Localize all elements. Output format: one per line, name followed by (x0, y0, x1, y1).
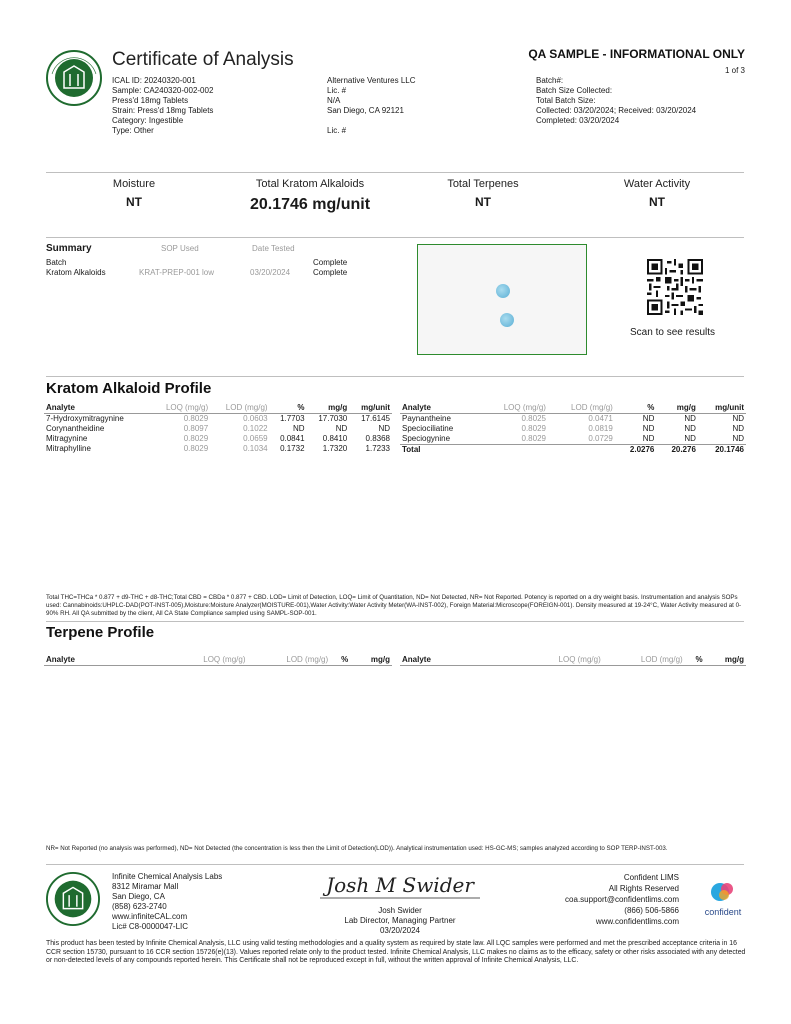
client-info (327, 76, 416, 136)
lab-address-line: San Diego, CA (112, 892, 165, 901)
table-row (400, 414, 746, 425)
col-percent: % (270, 403, 307, 414)
client-info-line: Lic. # (327, 126, 347, 135)
client-info-line: San Diego, CA 92121 (327, 106, 404, 115)
sample-info-line: Strain: Press'd 18mg Tablets (112, 106, 214, 115)
divider (46, 621, 744, 622)
col-loq: LOQ (mg/g) (150, 403, 210, 414)
metric-total-terpenes (438, 178, 528, 210)
client-info-line: Alternative Ventures LLC (327, 76, 416, 85)
signature (316, 870, 484, 900)
percent-cell: 0.0841 (280, 434, 305, 443)
kratom-notes: Total THC=THCa * 0.877 + d9-THC + d8-THC;Total CBD = CBDa * 0.877 + CBD. LOD= Limit of Detection, LOQ= Limit of Quantitation, ND= Not Detected, NR= Not Reported. Potency is reported on a dry weight basis. Instrumentation and analysis SOPs used: Cannabinoids:UHPLC-DAD(POT-INST-005),Moisture:Moisture Analyzer(MOISTURE-001),Water Activity:Water Activity Meter(WA-INST-002), Foreign Material:Microscope(FOREIGN-001). Density measured at 19-24°C, Water Activity measured at 0-90% RH. All QA submitted by the client, All CA State Compliance sampled using SAMPL-SOP-001. (46, 594, 742, 617)
loq-cell: 0.8029 (521, 434, 546, 443)
loq-cell: 0.8097 (183, 424, 209, 433)
terpene-table-left (44, 655, 392, 666)
metric-value: NT (126, 195, 142, 210)
analyte-cell: 7-Hydroxymitragynine (46, 414, 124, 423)
kratom-table-left (44, 403, 392, 454)
loq-cell: 0.8025 (521, 414, 546, 423)
col-percent: % (330, 655, 350, 666)
table-row (44, 424, 392, 434)
confident-logo-icon (700, 880, 746, 904)
col-mg-g: mg/g (705, 655, 746, 666)
analyte-cell: Mitragynine (46, 434, 88, 443)
total-label: Total (400, 445, 480, 456)
terpene-table-right (400, 655, 746, 666)
summary-row-date: 03/20/2024 (250, 268, 291, 277)
mg-unit-cell: ND (732, 434, 744, 443)
lod-cell: 0.0603 (243, 414, 268, 423)
mg-unit-cell: ND (378, 424, 390, 433)
batch-info-line: Batch Size Collected: (536, 86, 613, 95)
mg-g-cell: ND (684, 424, 696, 433)
mg-unit-cell: 0.8368 (365, 434, 390, 443)
page-number: 1 of 3 (724, 66, 745, 75)
confident-logo (700, 880, 746, 917)
lab-address-line: (858) 623-2740 (112, 902, 167, 911)
metric-value: NT (649, 195, 665, 210)
mg-g-cell: ND (684, 434, 696, 443)
percent-cell: 1.7703 (280, 414, 305, 423)
batch-info (536, 76, 696, 126)
col-loq: LOQ (mg/g) (480, 403, 547, 414)
lod-cell: 0.0729 (588, 434, 613, 443)
lab-address (112, 872, 222, 932)
percent-cell: ND (642, 434, 655, 443)
col-analyte: Analyte (400, 403, 480, 414)
col-analyte: Analyte (44, 403, 150, 414)
metric-water-activity (610, 178, 704, 210)
metric-total-alkaloids (230, 178, 390, 214)
sample-info-line: Type: Other (112, 126, 154, 135)
table-row (44, 444, 392, 454)
mg-unit-cell: 1.7233 (365, 444, 390, 453)
col-analyte: Analyte (44, 655, 164, 666)
client-info-line: N/A (327, 96, 341, 105)
loq-cell: 0.8029 (183, 444, 209, 453)
sample-info (112, 76, 213, 136)
signer-title: Lab Director, Managing Partner (344, 916, 456, 925)
loq-cell: 0.8029 (183, 434, 209, 443)
scan-label: Scan to see results (630, 327, 716, 338)
qa-banner: QA SAMPLE - INFORMATIONAL ONLY (528, 47, 745, 61)
col-loq: LOQ (mg/g) (164, 655, 247, 666)
sample-info-line: ICAL ID: 20240320-001 (112, 76, 196, 85)
lab-address-line: 8312 Miramar Mall (112, 882, 179, 891)
summary-row-status: Complete (313, 258, 348, 267)
kratom-table-right (400, 403, 746, 455)
qr-code-icon[interactable] (647, 259, 703, 315)
signer-date: 03/20/2024 (379, 926, 421, 935)
col-mg-g: mg/g (656, 403, 698, 414)
loq-cell: 0.8029 (183, 414, 209, 423)
sample-photo (417, 244, 587, 355)
page-title: Certificate of Analysis (112, 49, 294, 70)
divider (46, 237, 744, 238)
lod-cell: 0.1034 (243, 444, 268, 453)
lod-cell: 0.0471 (588, 414, 613, 423)
client-info-line: Lic. # (327, 86, 347, 95)
table-row (44, 414, 392, 425)
col-mg-unit: mg/unit (698, 403, 746, 414)
total-cell (548, 445, 615, 456)
analyte-cell: Mitraphylline (46, 444, 91, 453)
table-header-row (44, 655, 392, 666)
mg-unit-cell: 17.6145 (361, 414, 390, 423)
table-header-row (400, 655, 746, 666)
total-cell (480, 445, 547, 456)
summary-row-status: Complete (313, 268, 348, 277)
total-cell: 20.276 (656, 445, 698, 456)
table-row (44, 434, 392, 444)
analyte-cell: Speciociliatine (402, 424, 454, 433)
lod-cell: 0.0659 (243, 434, 268, 443)
col-analyte: Analyte (400, 655, 520, 666)
terpene-section-title: Terpene Profile (46, 624, 155, 641)
percent-cell: ND (642, 424, 655, 433)
confident-line: Confident LIMS (623, 873, 679, 882)
mg-g-cell: 1.7320 (322, 444, 348, 453)
summary-row-sop: KRAT-PREP-001 low (139, 268, 214, 277)
sample-info-line: Press'd 18mg Tablets (112, 96, 189, 105)
mg-unit-cell: ND (732, 414, 744, 423)
table-header-row (44, 403, 392, 414)
metric-moisture (90, 178, 178, 210)
col-percent: % (685, 655, 705, 666)
ical-logo (46, 50, 102, 106)
mg-g-cell: 17.7030 (318, 414, 348, 423)
metric-label: Moisture (112, 178, 156, 190)
divider (46, 376, 744, 377)
confident-line: All Rights Reserved (608, 884, 679, 893)
signer-block (316, 906, 484, 936)
kratom-section-title: Kratom Alkaloid Profile (46, 380, 212, 397)
total-row (400, 445, 746, 456)
lod-cell: 0.0819 (588, 424, 613, 433)
analyte-cell: Speciogynine (402, 434, 451, 443)
terpene-notes: NR= Not Reported (no analysis was performed), ND= Not Detected (the concentration is less then the Limit of Detection(LOD)). Analytical instrumentation used: HS-GC-MS; samples analyzed according to SOP TERP-INST-003. (46, 845, 668, 852)
metric-value: 20.1746 mg/unit (249, 196, 371, 214)
confident-email[interactable]: coa.support@confidentlims.com (565, 895, 679, 904)
mg-g-cell: ND (684, 414, 696, 423)
batch-info-line: Batch#: (536, 76, 564, 85)
percent-cell: ND (642, 414, 655, 423)
batch-info-line: Completed: 03/20/2024 (536, 116, 620, 125)
confident-phone: (866) 506-5866 (624, 906, 679, 915)
table-row (400, 434, 746, 445)
confident-contact (565, 872, 679, 927)
loq-cell: 0.8029 (521, 424, 546, 433)
metric-value: NT (475, 195, 491, 210)
col-mg-g: mg/g (307, 403, 350, 414)
ical-logo (46, 872, 100, 926)
signature-text: Josh M Swider (326, 873, 474, 897)
lab-address-line: Infinite Chemical Analysis Labs (112, 872, 223, 881)
summary-date-header: Date Tested (252, 244, 295, 253)
lab-address-line: www.infiniteCAL.com (112, 912, 188, 921)
col-lod: LOD (mg/g) (548, 403, 615, 414)
col-mg-unit: mg/unit (349, 403, 392, 414)
metric-label: Total Kratom Alkaloids (255, 178, 365, 190)
signer-name: Josh Swider (378, 906, 422, 915)
analyte-cell: Corynantheidine (46, 424, 105, 433)
client-info-line (327, 116, 416, 126)
divider (46, 864, 744, 865)
metric-label: Water Activity (623, 178, 691, 190)
table-header-row (400, 403, 746, 414)
analyte-cell: Paynantheine (402, 414, 451, 423)
lab-address-line: Lic# C8-0000047-LIC (112, 922, 189, 931)
col-loq: LOQ (mg/g) (520, 655, 603, 666)
sample-info-line: Sample: CA240320-002-002 (112, 86, 214, 95)
mg-unit-cell: ND (732, 424, 744, 433)
confident-website[interactable]: www.confidentlims.com (595, 917, 679, 926)
tablet-image (496, 284, 510, 298)
percent-cell: ND (292, 424, 305, 433)
mg-g-cell: ND (335, 424, 348, 433)
total-cell: 20.1746 (698, 445, 746, 456)
tablet-image (500, 313, 514, 327)
disclaimer: This product has been tested by Infinite Chemical Analysis, LLC using valid testing methodologies and a quality system as required by state law. All LQC samples were performed and met the prescribed acceptance criteria in 16 CCR section 15730, pursuant to 16 CCR section 15726(e)(13). Values reported relate only to the product tested. Infinite Chemical Analysis, LLC makes no claims as to the efficacy, safety or other risks associated with any detected or non-detected levels of any compounds reported herein. This Certificate shall not be reproduced except in full, without the written approval of Infinite Chemical Analysis, LLC. (46, 940, 746, 965)
col-percent: % (615, 403, 657, 414)
mg-g-cell: 0.8410 (322, 434, 348, 443)
percent-cell: 0.1732 (280, 444, 305, 453)
divider (46, 172, 744, 173)
batch-info-line: Total Batch Size: (536, 96, 596, 105)
col-mg-g: mg/g (350, 655, 392, 666)
lod-cell: 0.1022 (243, 424, 268, 433)
table-row (400, 424, 746, 434)
confident-logo-text: confident (704, 906, 742, 917)
summary-sop-header: SOP Used (161, 244, 199, 253)
summary-row-name: Batch (46, 258, 67, 267)
metric-label: Total Terpenes (447, 178, 519, 190)
sample-info-line: Category: Ingestible (112, 116, 184, 125)
summary-title: Summary (46, 243, 92, 254)
total-cell: 2.0276 (615, 445, 657, 456)
col-lod: LOD (mg/g) (210, 403, 269, 414)
summary-row-name: Kratom Alkaloids (46, 268, 106, 277)
batch-info-line: Collected: 03/20/2024; Received: 03/20/2024 (536, 106, 697, 115)
col-lod: LOD (mg/g) (247, 655, 330, 666)
col-lod: LOD (mg/g) (603, 655, 685, 666)
